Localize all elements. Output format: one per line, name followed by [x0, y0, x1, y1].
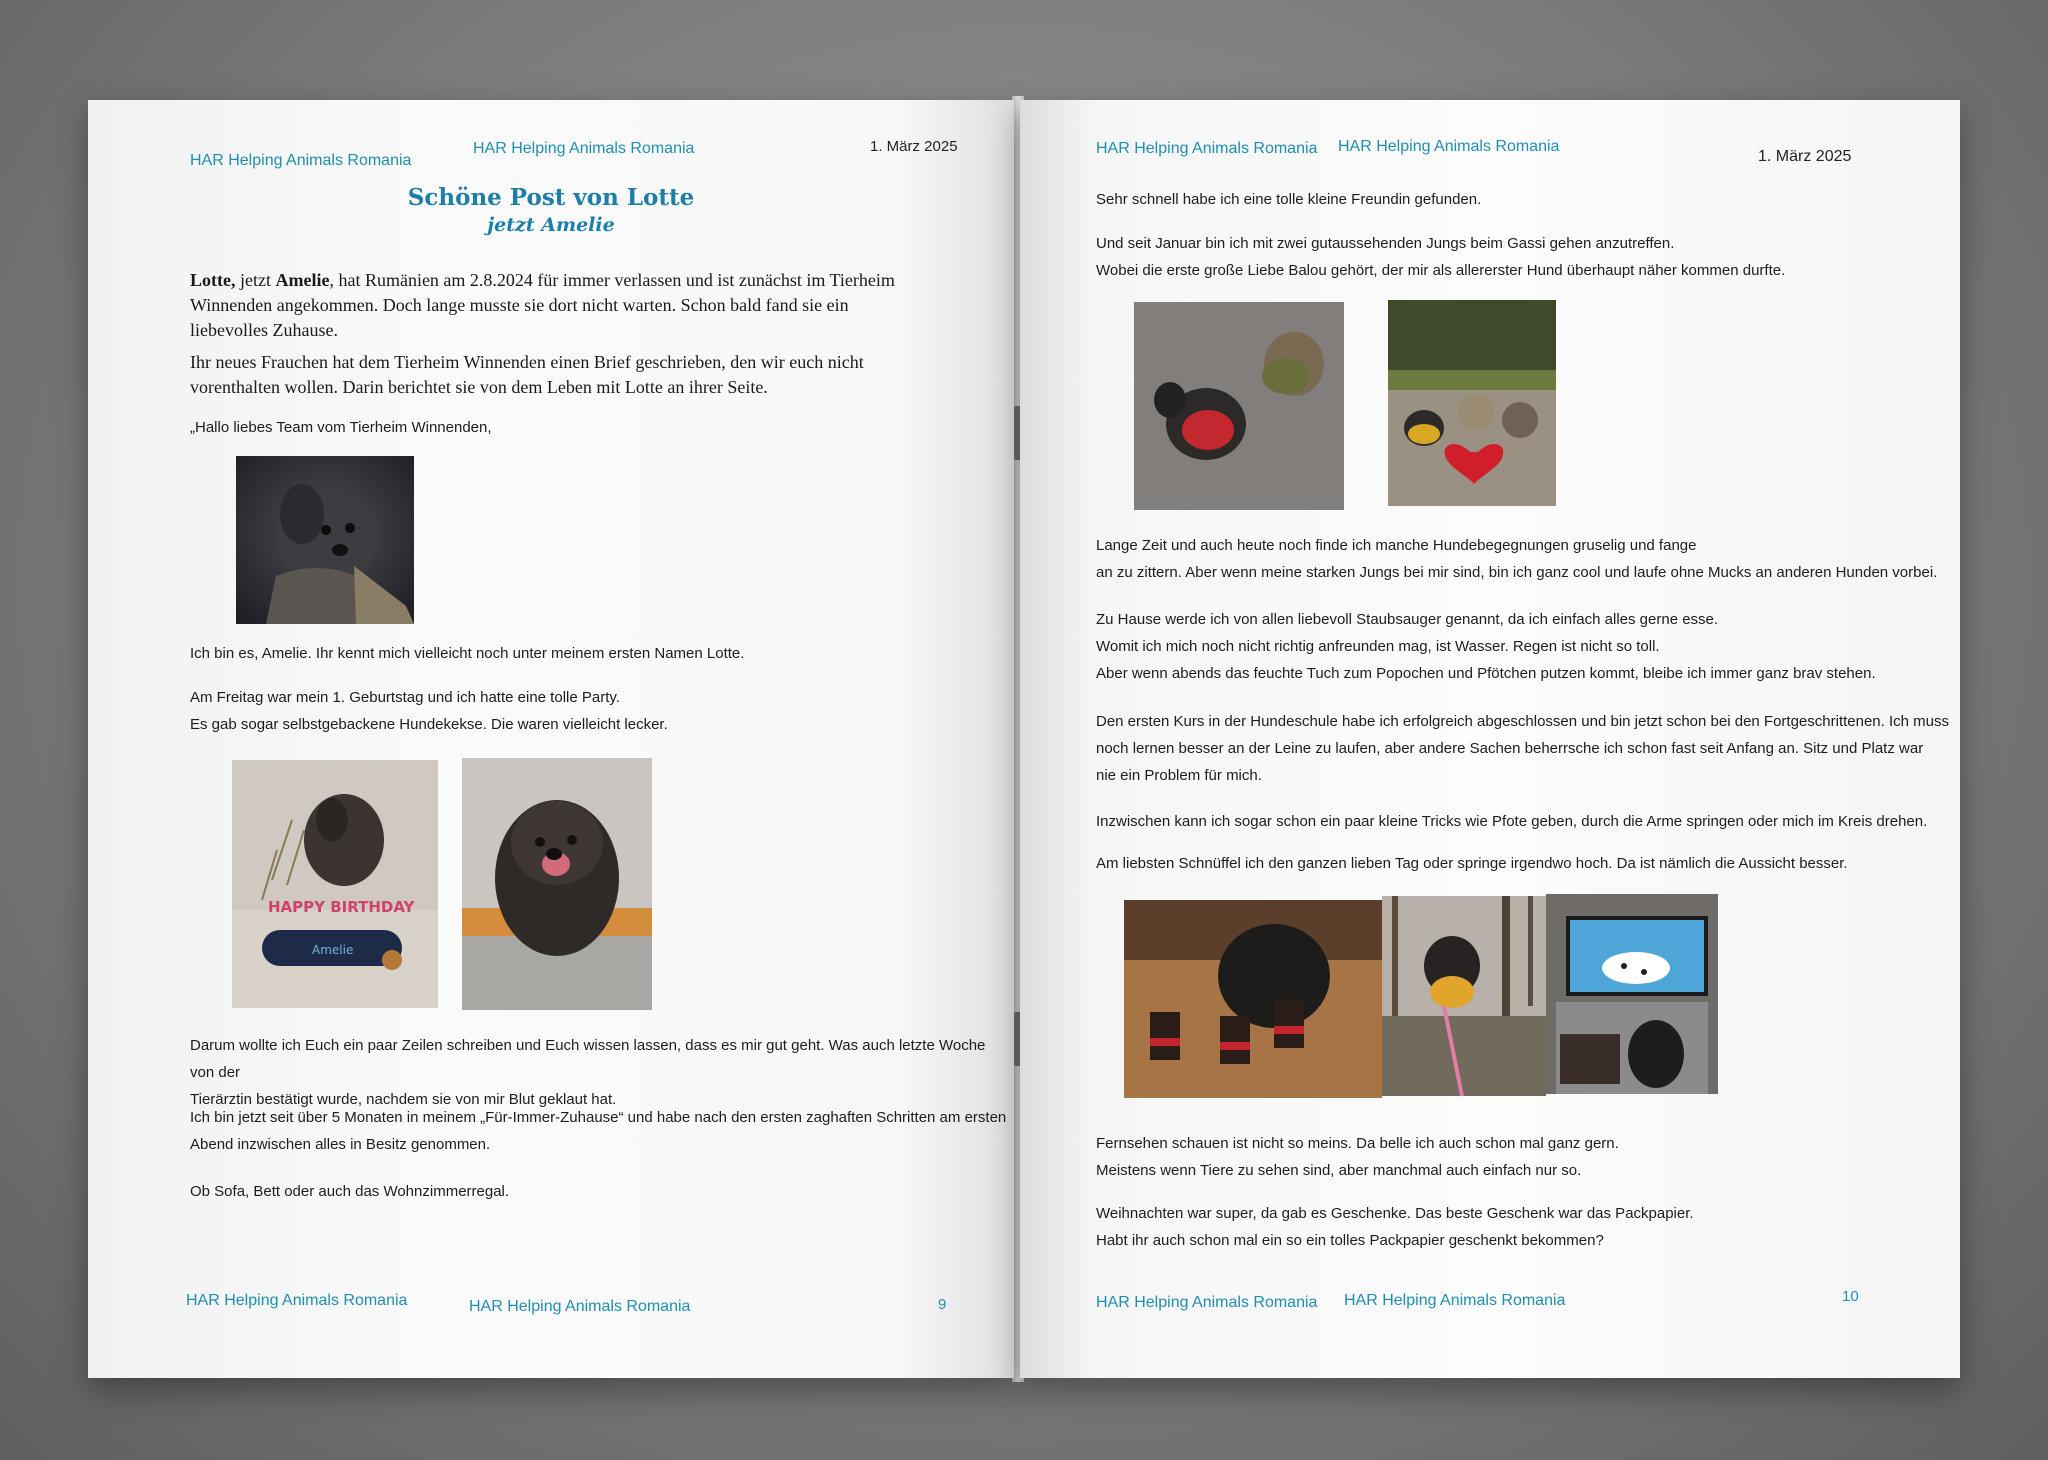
intro-line-3: liebevolles Zuhause. — [190, 320, 338, 340]
letter-greeting: „Hallo liebes Team vom Tierheim Winnenden, — [190, 419, 492, 436]
right-footer-2: HAR Helping Animals Romania — [1344, 1292, 1566, 1309]
right-paragraph-4 — [1096, 606, 1956, 687]
cups-trick-photo — [1124, 900, 1382, 1098]
right-p3a: Lange Zeit und auch heute noch finde ich manche Hundebegegnungen gruselig und fange — [1096, 537, 1697, 554]
right-p4c: Aber wenn abends das feuchte Tuch zum Popochen und Pfötchen putzen kommt, bleibe ich immer ganz brav stehen. — [1096, 665, 1876, 682]
forest-walk-photo — [1382, 896, 1546, 1096]
right-paragraph-7: Am liebsten Schnüffel ich den ganzen lieben Tag oder springe irgendwo hoch. Da ist nämlich die Aussicht besser. — [1096, 855, 1848, 872]
birthday-letters: HAPPY BIRTHDAY — [268, 898, 415, 916]
left-footer-1: HAR Helping Animals Romania — [186, 1292, 408, 1309]
right-p8a: Fernsehen schauen ist nicht so meins. Da belle ich auch schon mal ganz gern. — [1096, 1135, 1619, 1152]
right-footer-1: HAR Helping Animals Romania — [1096, 1294, 1318, 1311]
letter-4b: Abend inzwischen alles in Besitz genommen. — [190, 1136, 491, 1153]
right-paragraph-3 — [1096, 532, 1956, 586]
article-title: Schöne Post von Lotte — [407, 184, 695, 211]
intro-p2-line-1: Ihr neues Frauchen hat dem Tierheim Winnenden einen Brief geschrieben, den wir euch nicht — [190, 352, 864, 372]
intro-p2-line-2: vorenthalten wollen. Darin berichtet sie von dem Leben mit Lotte an ihrer Seite. — [190, 377, 768, 397]
right-paragraph-6: Inzwischen kann ich sogar schon ein paar kleine Tricks wie Pfote geben, durch die Arme springen oder mich im Kreis drehen. — [1096, 813, 1928, 830]
right-p5c: nie ein Problem für mich. — [1096, 767, 1262, 784]
right-p9b: Habt ihr auch schon mal ein so ein tolles Packpapier geschenkt bekommen? — [1096, 1232, 1604, 1249]
right-paragraph-8 — [1096, 1130, 1956, 1184]
right-paragraph-1: Sehr schnell habe ich eine tolle kleine Freundin gefunden. — [1096, 191, 1482, 208]
bone-name: Amelie — [312, 943, 354, 957]
right-p3b: an zu zittern. Aber wenn meine starken Jungs bei mir sind, bin ich ganz cool und laufe ohne Mucks an anderen Hunden vorbei. — [1096, 564, 1938, 581]
letter-paragraph-4 — [190, 1104, 1010, 1158]
intro-line-2: Winnenden angekommen. Doch lange musste sie dort nicht warten. Schon bald fand sie ein — [190, 295, 849, 315]
right-p4b: Womit ich mich noch nicht richtig anfreunden mag, ist Wasser. Regen ist nicht so toll. — [1096, 638, 1660, 655]
letter-paragraph-2 — [190, 684, 668, 738]
letter-2b: Es gab sogar selbstgebackene Hundekekse. Die waren vielleicht lecker. — [190, 716, 668, 733]
right-header-2: HAR Helping Animals Romania — [1338, 138, 1560, 155]
article-subtitle — [88, 214, 1014, 236]
right-p4a: Zu Hause werde ich von allen liebevoll Staubsauger genannt, da ich einfach alles gerne esse. — [1096, 611, 1719, 628]
left-header-2: HAR Helping Animals Romania — [473, 140, 695, 157]
right-paragraph-5 — [1096, 708, 1956, 789]
right-page-number: 10 — [1842, 1288, 1859, 1305]
birthday-photo — [232, 760, 438, 1008]
left-page-number: 9 — [938, 1296, 947, 1313]
intro-paragraph-1 — [190, 268, 990, 343]
letter-paragraph-5: Ob Sofa, Bett oder auch das Wohnzimmerregal. — [190, 1183, 510, 1200]
right-p2b: Wobei die erste große Liebe Balou gehört, der mir als allererster Hund überhaupt näher kommen durfte. — [1096, 262, 1786, 279]
name-lotte: Lotte, — [190, 270, 236, 290]
right-date: 1. März 2025 — [1758, 148, 1852, 165]
right-header-1: HAR Helping Animals Romania — [1096, 140, 1318, 157]
letter-3a: Darum wollte ich Euch ein paar Zeilen schreiben und Euch wissen lassen, dass es mir gut geht. Was auch letzte Woche von der — [190, 1037, 986, 1081]
dog-tongue-photo — [462, 758, 652, 1010]
left-footer-2: HAR Helping Animals Romania — [469, 1298, 691, 1315]
letter-paragraph-3 — [190, 1032, 1010, 1113]
left-date: 1. März 2025 — [870, 138, 958, 155]
article-subtitle-text: jetzt Amelie — [487, 214, 615, 236]
intro-rest: , hat Rumänien am 2.8.2024 für immer verlassen und ist zunächst im Tierheim — [329, 270, 895, 290]
three-dogs-heart-photo — [1388, 300, 1556, 506]
right-paragraph-9 — [1096, 1200, 1956, 1254]
letter-paragraph-1: Ich bin es, Amelie. Ihr kennt mich vielleicht noch unter meinem ersten Namen Lotte. — [190, 645, 745, 662]
right-paragraph-2 — [1096, 230, 1946, 284]
intro-paragraph-2 — [190, 350, 990, 400]
right-p5a: Den ersten Kurs in der Hundeschule habe ich erfolgreich abgeschlossen und bin jetzt schon bei den Fortgeschrittenen. Ich muss — [1096, 713, 1949, 730]
left-header-1: HAR Helping Animals Romania — [190, 152, 412, 169]
letter-3b: Tierärztin bestätigt wurde, nachdem sie von mir Blut geklaut hat. — [190, 1091, 617, 1108]
intro-mid: jetzt — [235, 270, 276, 290]
letter-2a: Am Freitag war mein 1. Geburtstag und ich hatte eine tolle Party. — [190, 689, 620, 706]
right-p5b: noch lernen besser an der Leine zu laufen, aber andere Sachen beherrsche ich schon fast seit Anfang an. Sitz und Platz war — [1096, 740, 1924, 757]
right-p2a: Und seit Januar bin ich mit zwei gutaussehenden Jungs beim Gassi gehen anzutreffen. — [1096, 235, 1675, 252]
dogs-walk-photo — [1134, 302, 1344, 510]
dog-portrait-photo — [236, 456, 414, 624]
right-page — [1020, 100, 1960, 1378]
right-p9a: Weihnachten war super, da gab es Geschenke. Das beste Geschenk war das Packpapier. — [1096, 1205, 1694, 1222]
left-page — [88, 100, 1014, 1378]
name-amelie: Amelie — [275, 270, 330, 290]
tv-watching-photo — [1546, 894, 1718, 1094]
right-p8b: Meistens wenn Tiere zu sehen sind, aber manchmal auch einfach nur so. — [1096, 1162, 1582, 1179]
letter-4a: Ich bin jetzt seit über 5 Monaten in meinem „Für-Immer-Zuhause“ und habe nach den ersten zaghaften Schritten am ersten — [190, 1109, 1007, 1126]
